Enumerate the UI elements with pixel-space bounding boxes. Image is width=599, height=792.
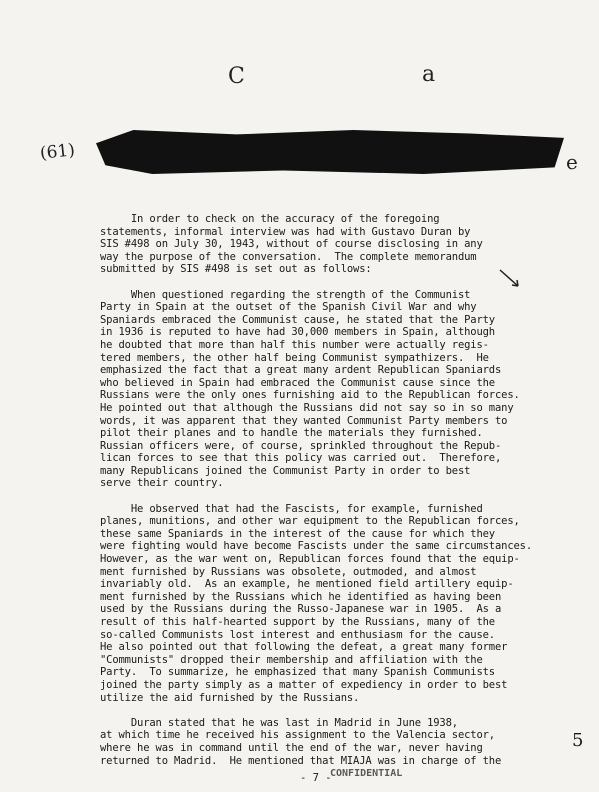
text-line: result of this half-hearted support by the Russians, many of the [100, 616, 495, 628]
text-line: Russians were the only ones furnishing aid to the Republican forces. [100, 389, 520, 402]
classification-stamp: CONFIDENTIAL [330, 768, 403, 779]
text-line: who believed in Spain had embraced the Communist cause since the [100, 376, 495, 389]
text-line: ment furnished by the Russians which he identified as having been [100, 590, 502, 603]
text-line: these same Spaniards in the interest of the cause for which they [100, 527, 495, 540]
text-line: at which time he received his assignment to the Valencia sector, [100, 729, 495, 742]
text-line: pilot their planes and to handle the materials they furnished. [100, 427, 483, 440]
text-line: SIS #498 on July 30, 1943, without of course disclosing in any [100, 238, 483, 251]
document-body [100, 213, 588, 767]
handwritten-number-bottom-right: 5 [572, 730, 584, 751]
text-line: way the purpose of the conversation. The complete memorandum [100, 250, 477, 263]
text-line: Party. To summarize, he emphasized that many Spanish Communists [100, 666, 495, 679]
text-line: In order to check on the accuracy of the foregoing [100, 213, 440, 225]
text-line: Duran stated that he was last in Madrid in June 1938, [100, 716, 458, 729]
text-line: where he was in command until the end of the war, never having [100, 741, 483, 754]
text-line: submitted by SIS #498 is set out as follows: [100, 263, 372, 276]
text-line: Spaniards embraced the Communist cause, he stated that the Party [100, 313, 495, 326]
text-line: Russian officers were, of course, sprinkled throughout the Repub- [100, 439, 502, 452]
text-line: in 1936 is reputed to have had 30,000 members in Spain, although [100, 326, 495, 339]
text-line: statements, informal interview was had with Gustavo Duran by [100, 225, 471, 238]
text-line: so-called Communists lost interest and enthusiasm for the cause. [100, 628, 495, 641]
text-line: He pointed out that although the Russians did not say so in so many [100, 401, 514, 414]
text-line: words, it was apparent that they wanted Communist Party members to [100, 414, 508, 427]
text-line: Party in Spain at the outset of the Spanish Civil War and why [100, 301, 477, 314]
text-line: planes, munitions, and other war equipment to the Republican forces, [100, 515, 520, 528]
handwritten-mark-top-right: a [422, 62, 436, 87]
text-line: tered members, the other half being Communist sympathizers. He [100, 351, 489, 364]
text-line: He also pointed out that following the defeat, a great many former [100, 641, 508, 654]
text-line: "Communists" dropped their membership and affiliation with the [100, 653, 483, 666]
text-line: many Republicans joined the Communist Party in order to best [100, 464, 471, 477]
text-line: emphasized the fact that a great many ardent Republican Spaniards [100, 364, 502, 377]
handwritten-corner-mark: e [566, 150, 578, 174]
text-line: invariably old. As an example, he mentioned field artillery equip- [100, 578, 514, 591]
text-line: returned to Madrid. He mentioned that MIAJA was in charge of the [100, 754, 502, 767]
text-line: joined the party simply as a matter of expediency in order to best [100, 678, 508, 691]
text-line: utilize the aid furnished by the Russians. [100, 691, 360, 704]
text-line: were fighting would have become Fascists under the same circumstances. [100, 540, 533, 553]
text-line: serve their country. [100, 477, 224, 490]
text-line: However, as the war went on, Republican forces found that the equip- [100, 553, 520, 566]
text-line: he doubted that more than half this number were actually regis- [100, 338, 489, 351]
text-line: He observed that had the Fascists, for example, furnished [100, 502, 483, 515]
text-line: When questioned regarding the strength of the Communist [100, 288, 471, 301]
paragraph [100, 503, 588, 705]
text-line: lican forces to see that this policy was carried out. Therefore, [100, 452, 502, 465]
handwritten-page-label: (61) [39, 140, 76, 164]
paragraph [100, 717, 588, 767]
text-line: used by the Russians during the Russo-Japanese war in 1905. As a [100, 603, 502, 616]
paragraph [100, 289, 588, 491]
redaction-bar [96, 130, 564, 174]
text-line: ment furnished by Russians was obsolete, outmoded, and almost [100, 565, 477, 578]
paragraph [100, 213, 588, 276]
handwritten-mark-top-left: C [228, 64, 245, 89]
page-number: - 7 - [300, 772, 332, 784]
